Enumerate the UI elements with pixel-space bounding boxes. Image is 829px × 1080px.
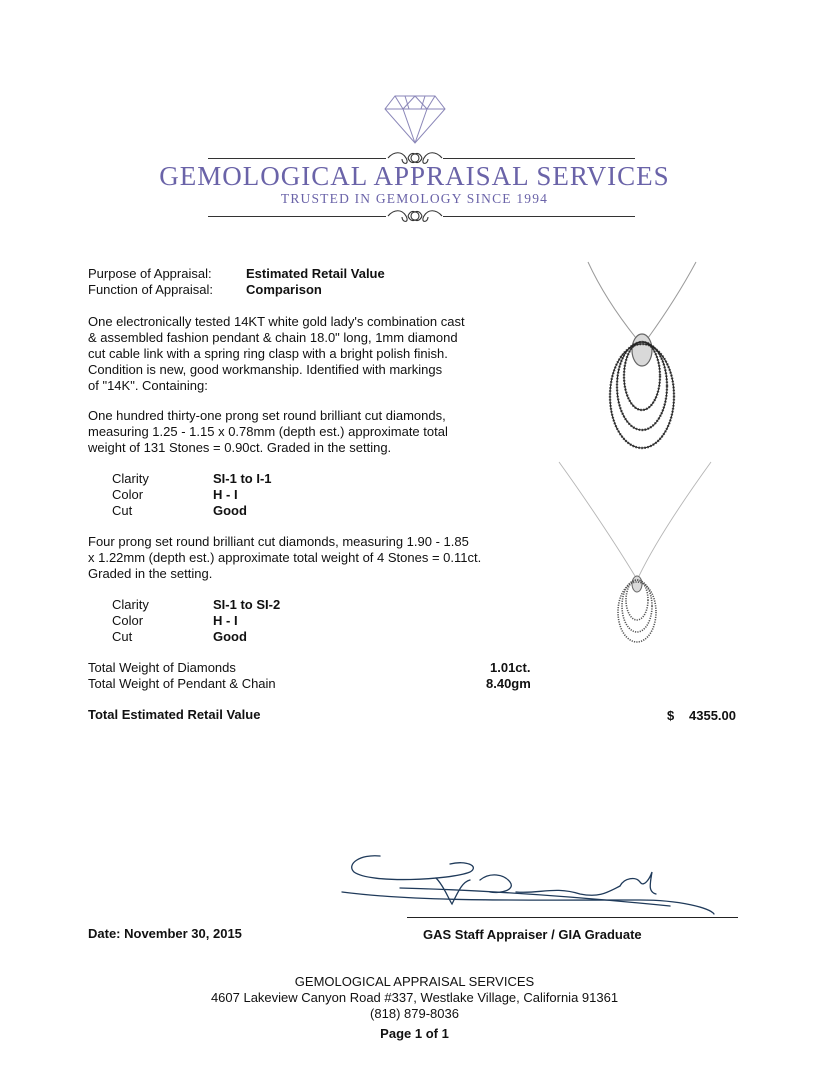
total-pendant-value: 8.40gm: [486, 676, 531, 691]
stones2-line: x 1.22mm (depth est.) approximate total weight of 4 Stones = 0.11ct.: [88, 550, 482, 565]
stones1-clarity-label: Clarity: [112, 471, 149, 486]
pendant-photo-large: [578, 258, 708, 454]
retail-currency: $: [667, 708, 675, 723]
header-rule-top-left: [208, 158, 386, 159]
footer-address: 4607 Lakeview Canyon Road #337, Westlake Village, California 91361: [210, 990, 619, 1005]
total-diamonds-value: 1.01ct.: [490, 660, 531, 675]
stones2-description: [88, 534, 481, 582]
function-label: Function of Appraisal:: [88, 282, 214, 297]
header-rule-top-right: [443, 158, 635, 159]
stones2-cut-value: Good: [213, 629, 247, 644]
total-pendant-label: Total Weight of Pendant & Chain: [88, 676, 276, 691]
company-tagline: TRUSTED IN GEMOLOGY SINCE 1994: [280, 191, 549, 206]
stones2-cut-label: Cut: [112, 629, 133, 644]
stones1-clarity-value: SI-1 to I-1: [213, 471, 272, 486]
description-line: One electronically tested 14KT white gold lady's combination cast: [88, 314, 465, 329]
company-title: GEMOLOGICAL APPRAISAL SERVICES: [159, 161, 670, 191]
diamond-logo-icon: [383, 93, 447, 145]
stones1-color-label: Color: [112, 487, 144, 502]
total-diamonds-label: Total Weight of Diamonds: [88, 660, 236, 675]
stones1-line: weight of 131 Stones = 0.90ct. Graded in the setting.: [88, 440, 392, 455]
retail-value-label: Total Estimated Retail Value: [88, 707, 261, 722]
description-line: of "14K". Containing:: [88, 378, 208, 393]
retail-value: 4355.00: [689, 708, 736, 723]
ornament-bottom-icon: [386, 205, 444, 227]
appraiser-signature: [340, 842, 740, 922]
stones2-clarity-label: Clarity: [112, 597, 149, 612]
function-value: Comparison: [246, 282, 322, 297]
header-rule-bottom-right: [443, 216, 635, 217]
stones2-line: Graded in the setting.: [88, 566, 213, 581]
stones1-color-value: H - I: [213, 487, 238, 502]
stones1-cut-label: Cut: [112, 503, 133, 518]
description-line: cut cable link with a spring ring clasp with a bright polish finish.: [88, 346, 448, 361]
stones2-color-value: H - I: [213, 613, 238, 628]
stones2-line: Four prong set round brilliant cut diamonds, measuring 1.90 - 1.85: [88, 534, 469, 549]
appraiser-title: GAS Staff Appraiser / GIA Graduate: [423, 927, 642, 942]
description-line: Condition is new, good workmanship. Identified with markings: [88, 362, 443, 377]
purpose-value: Estimated Retail Value: [246, 266, 385, 281]
header-rule-bottom-left: [208, 216, 386, 217]
stones2-color-label: Color: [112, 613, 144, 628]
signature-line: [407, 917, 738, 918]
item-description: [88, 314, 465, 394]
pendant-photo-small: [555, 458, 715, 643]
stones1-line: measuring 1.25 - 1.15 x 0.78mm (depth est.) approximate total: [88, 424, 448, 439]
footer-phone: (818) 879-8036: [370, 1006, 459, 1021]
page-number: Page 1 of 1: [380, 1026, 449, 1041]
purpose-label: Purpose of Appraisal:: [88, 266, 212, 281]
stones1-description: [88, 408, 448, 456]
stones2-clarity-value: SI-1 to SI-2: [213, 597, 281, 612]
appraisal-date: Date: November 30, 2015: [88, 926, 242, 941]
stones1-cut-value: Good: [213, 503, 247, 518]
description-line: & assembled fashion pendant & chain 18.0" long, 1mm diamond: [88, 330, 458, 345]
stones1-line: One hundred thirty-one prong set round brilliant cut diamonds,: [88, 408, 446, 423]
footer-company: GEMOLOGICAL APPRAISAL SERVICES: [294, 974, 535, 989]
